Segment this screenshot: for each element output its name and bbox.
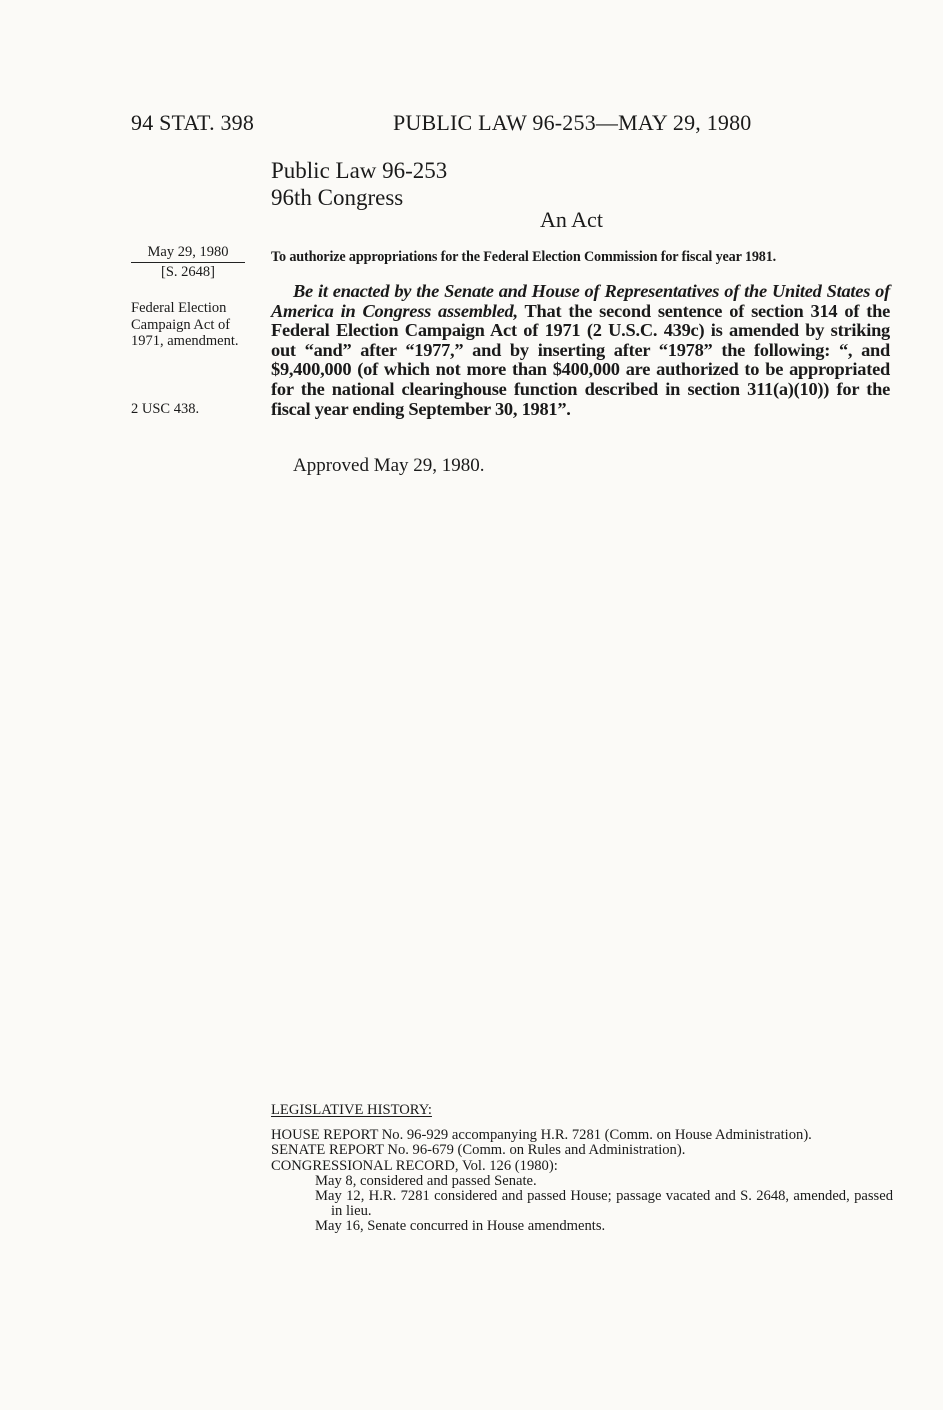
- margin-usc-citation: 2 USC 438.: [131, 401, 200, 417]
- statute-page-number: 94 STAT. 398: [131, 110, 255, 135]
- running-head: PUBLIC LAW 96-253—MAY 29, 1980: [393, 110, 752, 135]
- record-event: May 16, Senate concurred in House amendments.: [315, 1218, 606, 1235]
- house-report: HOUSE REPORT No. 96-929 accompanying H.R. 7281 (Comm. on House Administration).: [271, 1127, 812, 1144]
- law-title: Public Law 96-253: [271, 158, 448, 183]
- congress-label: 96th Congress: [271, 185, 404, 210]
- senate-report: SENATE REPORT No. 96-679 (Comm. on Rules and Administration).: [271, 1142, 686, 1159]
- margin-subject-note: Federal Election Campaign Act of 1971, amendment.: [131, 300, 239, 349]
- record-event: May 8, considered and passed Senate.: [315, 1172, 537, 1189]
- enacting-paragraph: [271, 282, 890, 419]
- legislative-history-heading: LEGISLATIVE HISTORY:: [271, 1102, 432, 1118]
- approval-date: Approved May 29, 1980.: [293, 455, 485, 476]
- act-label: An Act: [540, 207, 603, 232]
- enacting-text: That the second sentence of section 314 of the Federal Election Campaign Act of 1971 (2 U.S.C. 439c) is amended by striking out “and” after “1977,” and by inserting after “1978” the following: “, and $9,400,000 (of which not more than $400,000 are authorized to be appropriated for the national clearinghouse function described in section 311(a)(10)) for the fiscal year ending September 30, 1981”.: [271, 300, 891, 419]
- congressional-record: CONGRESSIONAL RECORD, Vol. 126 (1980):: [271, 1157, 558, 1174]
- act-purpose: To authorize appropriations for the Federal Election Commission for fiscal year 1981.: [271, 249, 777, 265]
- record-event: May 12, H.R. 7281 considered and passed House; passage vacated and S. 2648, amended, passed in lieu.: [315, 1188, 893, 1220]
- margin-bill-number: [S. 2648]: [161, 264, 215, 280]
- enacting-clause: Be it enacted by the Senate and House of Representatives of the United States of America in Congress assembled,: [271, 281, 890, 321]
- legislative-history: [271, 1103, 893, 1235]
- margin-date: May 29, 1980: [131, 243, 245, 263]
